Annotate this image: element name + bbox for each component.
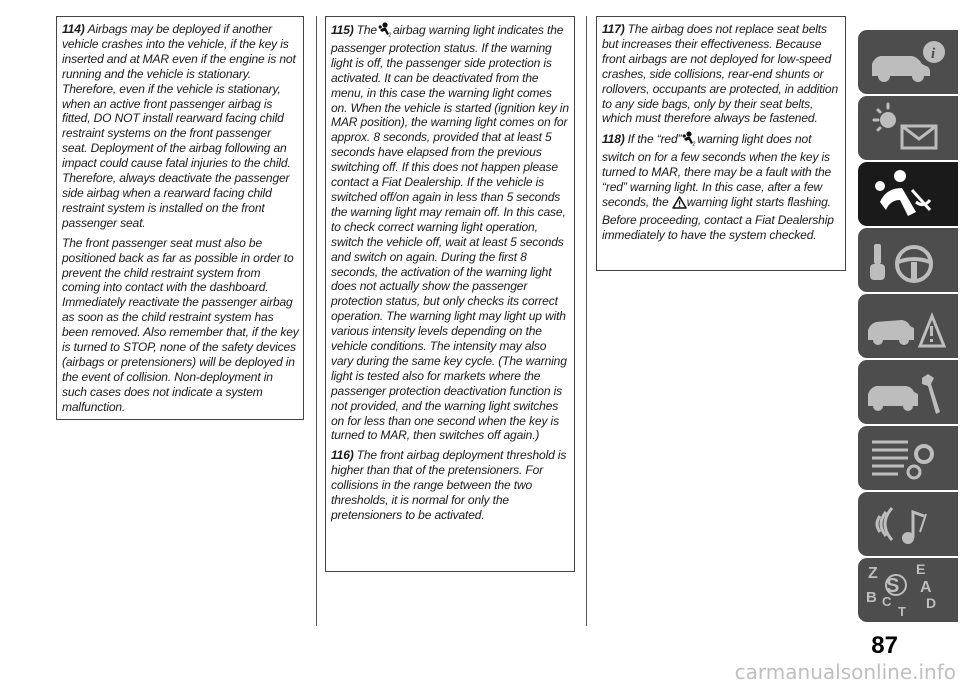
side-tab-car-info[interactable]	[858, 30, 958, 94]
note-117	[602, 22, 841, 126]
index-letter-t: T	[898, 604, 906, 619]
note-115	[331, 22, 570, 443]
side-tab-index[interactable]	[858, 558, 958, 622]
index-icon	[858, 558, 958, 622]
column-divider	[316, 16, 317, 626]
note-number: 118)	[602, 132, 625, 147]
multimedia-icon	[858, 492, 958, 556]
svg-text:2: 2	[692, 141, 696, 147]
note-box-115-116	[325, 16, 575, 572]
maintenance-icon	[858, 360, 958, 424]
index-letter-b: B	[866, 589, 877, 606]
note-text: The	[356, 23, 377, 37]
note-box-114	[56, 16, 304, 420]
note-114	[62, 22, 299, 231]
note-text: The front passenger seat must also be positioned back as far as possible in order to prevent the child restraint system from coming into contact with the dashboard. Immediately reactivate the passenger airbag as soon as the child restraint system has been removed. Also remember that, if the key is turned to STOP, none of the safety devices (airbags or pretensioners) will be deployed in the event of collision. Non-deployment in such cases does not indicate a system malfunction.	[62, 235, 299, 414]
warning-triangle-icon	[672, 196, 687, 213]
column-divider	[586, 16, 587, 626]
index-letter-e: E	[916, 561, 926, 577]
note-114-continued	[62, 236, 299, 415]
airbag-safety-icon	[858, 162, 958, 226]
note-118	[602, 131, 841, 242]
side-tab-multimedia[interactable]	[858, 492, 958, 556]
side-tab-safety[interactable]	[858, 162, 958, 226]
starting-driving-icon	[858, 228, 958, 292]
note-text: If the “red”	[627, 132, 682, 147]
side-tab-maintenance[interactable]	[858, 360, 958, 424]
page-number: 87	[871, 632, 898, 659]
note-number: 114)	[62, 22, 85, 36]
watermark: carmanualsonline.info	[734, 660, 956, 684]
lights-message-icon	[858, 96, 958, 160]
index-letter-a: A	[920, 579, 932, 596]
note-box-117-118	[596, 16, 846, 271]
airbag-warning-icon	[377, 22, 393, 41]
note-number: 115)	[331, 23, 354, 37]
note-number: 117)	[602, 22, 625, 36]
note-text: airbag warning light indicates the passenger protection status. If the warning light is off, the passenger side protection is activated. It can be deactivated from the menu, in this case the warning light comes on. When the vehicle is started (ignition key in MAR position), the warning light comes on for approx. 8 seconds, provided that at least 5 seconds have elapsed from the previous switching off. If this does not happen please contact a Fiat Dealership. If the vehicle is switched off/on again in less than 5 seconds the warning light may remain off. In this case, to check correct warning light operation, switch the vehicle off, wait at least 5 seconds and switch on again. During the first 8 seconds, the activation of the warning light does not actually show the passenger protection status, but only checks its correct operation. The warning light may light up with various intensity levels depending on the vehicle conditions. The intensity may also vary during the same key cycle. (The warning light is tested also for markets where the passenger protection deactivation function is not provided, and the warning light switches on for less than one second when the key is turned to MAR, then switches off again.)	[331, 23, 569, 443]
side-tab-starting-driving[interactable]	[858, 228, 958, 292]
index-letter-d: D	[926, 595, 937, 611]
note-116	[331, 448, 570, 523]
index-letter-c: C	[882, 594, 892, 609]
technical-data-icon	[858, 426, 958, 490]
note-text: Airbags may be deployed if another vehicle crashes into the vehicle, if the key is inserted and at MAR even if the engine is not running and the vehicle is stationary. Therefore, even if the vehicle is stationary, when an active front passenger airbag is fitted, DO NOT install rearward facing child restraint systems on the front passenger seat. Deployment of the airbag following an impact could cause fatal injuries to the child. Therefore, always deactivate the passenger side airbag when a rearward facing child restraint system is installed on the front passenger seat.	[62, 22, 296, 230]
svg-text:2: 2	[388, 32, 392, 37]
svg-text:i: i	[931, 46, 936, 62]
note-number: 116)	[331, 448, 354, 463]
car-info-icon	[858, 30, 958, 94]
side-tab-technical-data[interactable]	[858, 426, 958, 490]
note-text: The airbag does not replace seat belts but increases their effectiveness. Because front airbags are not deployed for low-speed crashes, side collisions, rear-end shunts or rollovers, occupants are protected, in addition to any side bags, only by their seat belts, which must therefore always be fastened.	[602, 22, 839, 126]
side-tab-emergency[interactable]	[858, 294, 958, 358]
note-text: warning light does not switch on for a few seconds when the key is turned to MAR, there may be a fault with the “red” warning light. In this case, after a few seconds, the	[602, 132, 832, 209]
emergency-icon	[858, 294, 958, 358]
side-tab-lights-messages[interactable]	[858, 96, 958, 160]
note-text: warning light starts flashing. Before proceeding, contact a Fiat Dealership immediately to have the system checked.	[602, 194, 834, 242]
index-letter-s: S	[886, 575, 900, 597]
index-letter-z: Z	[868, 565, 878, 582]
airbag-warning-icon	[681, 131, 697, 150]
note-text: The front airbag deployment threshold is higher than that of the pretensioners. For collisions in the range between the two thresholds, it is normal for only the pretensioners to be activated.	[331, 448, 567, 522]
